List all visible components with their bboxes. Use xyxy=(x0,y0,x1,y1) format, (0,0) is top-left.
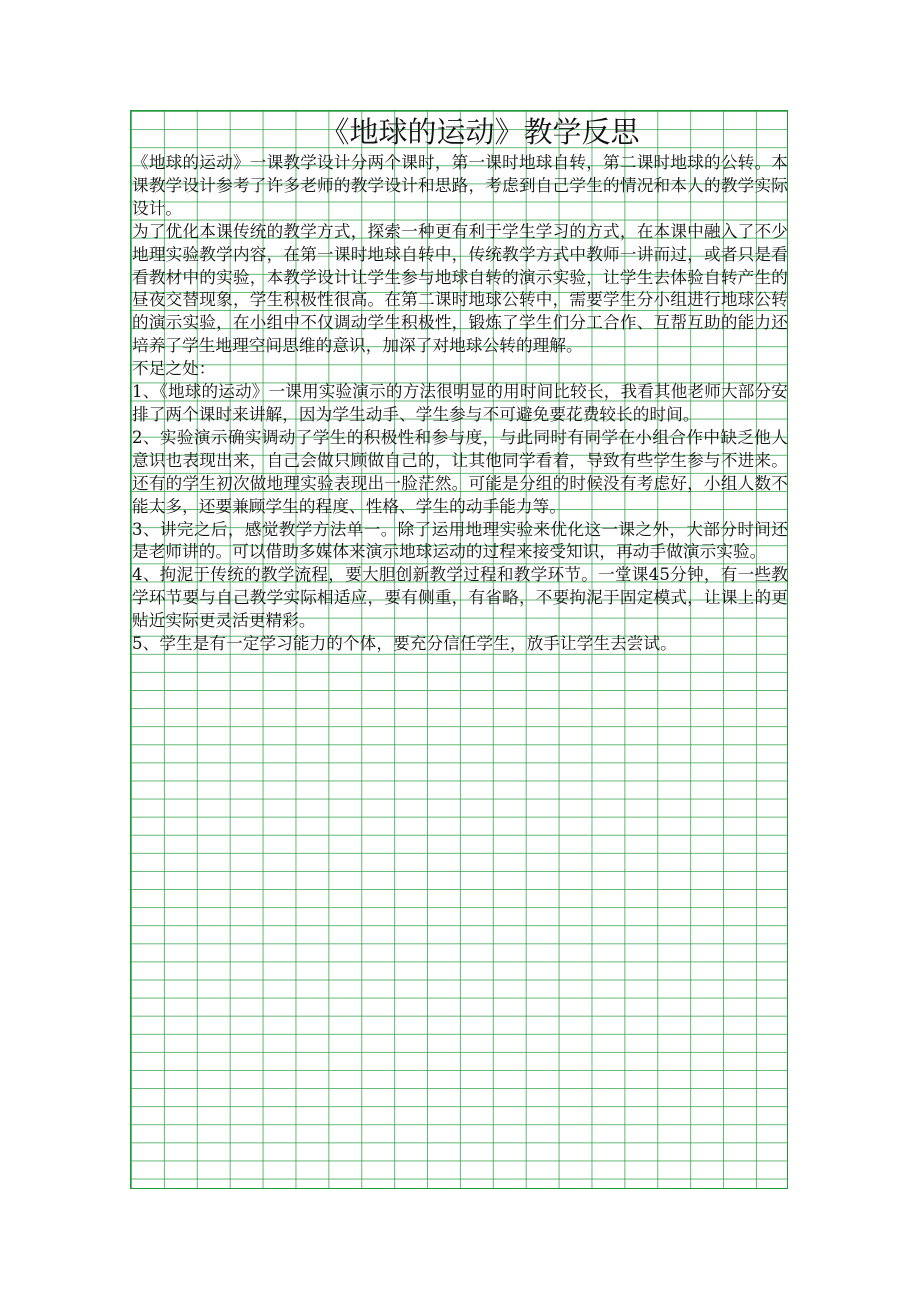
paragraph-shortcomings-heading: 不足之处： xyxy=(132,359,216,379)
paragraph-method: 为了优化本课传统的教学方式，探索一种更有利于学生学习的方式，在本课中融入了不少地理实验教学内容，在第一课时地球自转中，传统教学方式中教师一讲而过，或者只是看看教材中的实验，本教学设计让学生参与地球自转的演示实验，让学生去体验自转产生的昼夜交替现象，学生积极性很高。在第二课时地球公转中，需要学生分小组进行地球公转的演示实验，在小组中不仅调动学生积极性，锻炼了学生们分工合作、互帮互助的能力还培养了学生地理空间思维的意识，加深了对地球公转的理解。 xyxy=(132,221,788,356)
paragraph-point-3: 3、讲完之后，感觉教学方法单一。除了运用地理实验来优化这一课之外，大部分时间还是老师讲的。可以借助多媒体来演示地球运动的过程来接受知识，再动手做演示实验。 xyxy=(132,519,788,562)
paragraph-point-2: 2、实验演示确实调动了学生的积极性和参与度，与此同时有同学在小组合作中缺乏他人意识也表现出来，自己会做只顾做自己的，让其他同学看着，导致有些学生参与不进来。还有的学生初次做地理实验表现出一脸茫然。可能是分组的时候没有考虑好，小组人数不能太多，还要兼顾学生的程度、性格、学生的动手能力等。 xyxy=(132,427,788,516)
document-title: 《地球的运动》教学反思 xyxy=(320,115,640,149)
paragraph-point-4: 4、拘泥于传统的教学流程，要大胆创新教学过程和教学环节。一堂课45分钟，有一些教学环节要与自己教学实际相适应，要有侧重，有省略，不要拘泥于固定模式，让课上的更贴近实际更灵活更精彩。 xyxy=(132,565,788,631)
paragraph-point-1: 1、《地球的运动》一课用实验演示的方法很明显的用时间比较长，我看其他老师大部分安排了两个课时来讲解，因为学生动手、学生参与不可避免要花费较长的时间。 xyxy=(132,382,788,424)
paragraph-point-5: 5、学生是有一定学习能力的个体，要充分信任学生，放手让学生去尝试。 xyxy=(132,634,677,654)
paragraph-intro: 《地球的运动》一课教学设计分两个课时，第一课时地球自转，第二课时地球的公转。本课教学设计参考了许多老师的教学设计和思路，考虑到自己学生的情况和本人的教学实际设计。 xyxy=(132,153,788,218)
document-body xyxy=(132,112,788,656)
